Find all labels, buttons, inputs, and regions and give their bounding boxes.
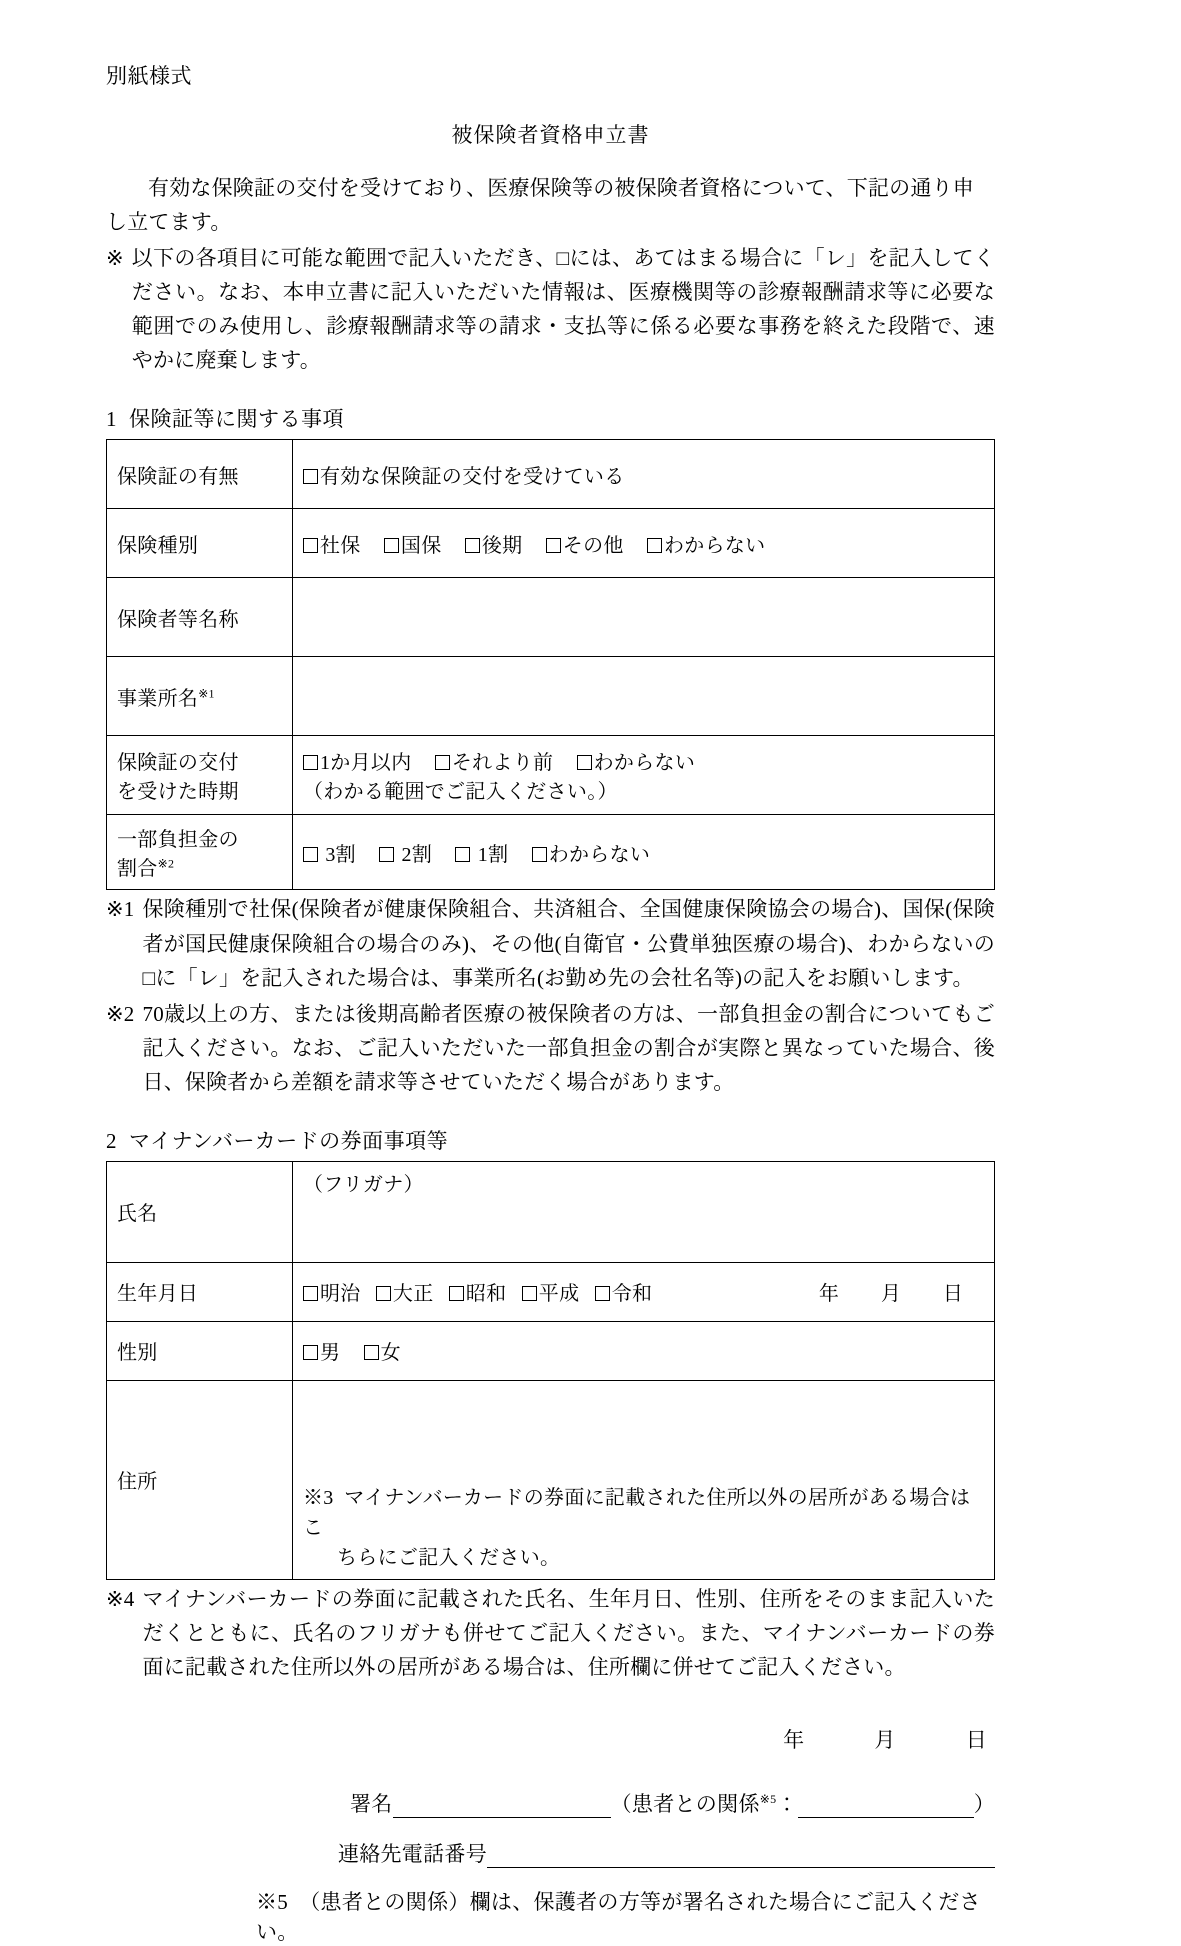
- footnote-2: [106, 997, 995, 1099]
- table-row: [107, 1262, 995, 1321]
- option-label: 女: [380, 1342, 401, 1365]
- checkbox-option-unknown[interactable]: [577, 746, 696, 775]
- checkbox-option-30-percent[interactable]: [303, 838, 356, 867]
- checkbox-icon[interactable]: [546, 538, 561, 553]
- checkbox-icon[interactable]: [522, 1286, 537, 1301]
- checkbox-icon[interactable]: [303, 847, 318, 862]
- month-unit: 月: [880, 1283, 902, 1306]
- checkbox-option-earlier[interactable]: [435, 746, 554, 775]
- footnote-5: [106, 1886, 995, 1946]
- address-note-line1: マイナンバーカードの券面に記載された住所以外の居所がある場合はこ: [303, 1486, 971, 1539]
- row-label-gender: 性別: [107, 1321, 293, 1380]
- row-label-insurance-type: 保険種別: [107, 509, 293, 578]
- option-label: わからない: [593, 752, 696, 775]
- section1-table: [106, 439, 995, 890]
- checkbox-option-20-percent[interactable]: [379, 838, 432, 867]
- label-text: 事業所名: [117, 687, 199, 710]
- table-row: [107, 736, 995, 815]
- section2-table: [106, 1161, 995, 1580]
- footnote-4-text: マイナンバーカードの券面に記載された氏名、生年月日、性別、住所をそのまま記入いただくとともに、氏名のフリガナも併せてご記入ください。また、マイナンバーカードの券面に記載された住所以外の居所がある場合は、住所欄に併せてご記入ください。: [142, 1586, 995, 1679]
- footnote-4: [106, 1582, 995, 1684]
- section1-number: 1: [106, 407, 117, 432]
- label-line1: 保険証の交付: [117, 752, 239, 775]
- lead-paragraph: 有効な保険証の交付を受けており、医療保険等の被保険者資格について、下記の通り申し立てます。: [106, 176, 974, 235]
- lead-note-text: 以下の各項目に可能な範囲で記入いただき、□には、あてはまる場合に「レ」を記入してください。なお、本申立書に記入いただいた情報は、医療機関等の診療報酬請求等に必要な範囲でのみ使用し、診療報酬請求等の請求・支払等に係る必要な事務を終えた段階で、速やかに廃棄します。: [131, 246, 995, 373]
- input-name[interactable]: [303, 1197, 984, 1241]
- input-insurer-name[interactable]: [293, 578, 995, 657]
- checkbox-icon[interactable]: [303, 755, 318, 770]
- footnote-4-marker: ※4: [106, 1586, 135, 1611]
- checkbox-option-unknown[interactable]: [647, 529, 766, 558]
- table-row: [107, 578, 995, 657]
- row-label-birthdate: 生年月日: [107, 1262, 293, 1321]
- year-unit: 年: [818, 1283, 840, 1306]
- checkbox-option-card-presence[interactable]: [303, 460, 625, 489]
- checkbox-option-kokuho[interactable]: [384, 529, 442, 558]
- footnote-2-text: 70歳以上の方、または後期高齢者医療の被保険者の方は、一部負担金の割合についてもご記入ください。なお、ご記入いただいた一部負担金の割合が実際と異なっていた場合、後日、保険者から差額を請求等させていただく場合があります。: [142, 1001, 995, 1094]
- phone-row: [106, 1838, 995, 1868]
- day-unit: 日: [942, 1283, 964, 1306]
- label-line2: 割合: [117, 858, 158, 881]
- section1-title: 保険証等に関する事項: [129, 407, 344, 432]
- input-address[interactable]: [303, 1387, 984, 1483]
- phone-input[interactable]: [487, 1845, 995, 1868]
- date-month-unit: 月: [874, 1727, 896, 1752]
- checkbox-icon[interactable]: [455, 847, 470, 862]
- row-label-issue-period: [107, 736, 293, 815]
- checkbox-icon[interactable]: [376, 1286, 391, 1301]
- option-label: 1割: [477, 843, 509, 866]
- checkbox-icon[interactable]: [303, 1286, 318, 1301]
- row-label-office-name: [107, 657, 293, 736]
- date-day-unit: 日: [965, 1727, 987, 1752]
- option-label: 令和: [611, 1283, 653, 1306]
- checkbox-icon[interactable]: [532, 847, 547, 862]
- lead-note: [106, 241, 995, 377]
- footnote-1-text: 保険種別で社保(保険者が健康保険組合、共済組合、全国健康保険協会の場合)、国保(保険者が国民健康保険組合の場合のみ)、その他(自衛官・公費単独医療の場合)、わからないの□に「レ」を記入された場合は、事業所名(お勤め先の会社名等)の記入をお願いします。: [142, 897, 995, 990]
- issue-period-hint: （わかる範囲でご記入ください。）: [303, 781, 618, 804]
- checkbox-option-reiwa[interactable]: [595, 1277, 653, 1306]
- lead-note-marker: ※: [106, 246, 124, 271]
- relation-label: （患者との関係: [610, 1791, 760, 1816]
- footnote-1: [106, 892, 995, 994]
- section2-footnotes: [106, 1582, 995, 1684]
- birthdate-units: [798, 1277, 984, 1306]
- row-label-name: 氏名: [107, 1161, 293, 1262]
- checkbox-icon[interactable]: [303, 538, 318, 553]
- option-label: 男: [320, 1342, 341, 1365]
- row-label-address: 住所: [107, 1380, 293, 1579]
- checkbox-icon[interactable]: [577, 755, 592, 770]
- label-line2: を受けた時期: [117, 781, 239, 804]
- checkbox-icon[interactable]: [647, 538, 662, 553]
- signature-input[interactable]: [393, 1795, 611, 1818]
- checkbox-option-kouki[interactable]: [465, 529, 523, 558]
- label-line1: 一部負担金の: [117, 829, 239, 852]
- section2-number: 2: [106, 1128, 117, 1153]
- table-row: [107, 1380, 995, 1579]
- relation-input[interactable]: [798, 1795, 974, 1818]
- address-note: [303, 1483, 984, 1573]
- section1-heading: [106, 403, 995, 433]
- option-label: 社保: [320, 534, 361, 557]
- checkbox-icon[interactable]: [364, 1345, 379, 1360]
- footnote-2-marker: ※2: [106, 1001, 135, 1026]
- option-label: わからない: [548, 843, 651, 866]
- row-value-copayment-rate: [293, 815, 995, 890]
- option-label: 国保: [400, 534, 442, 557]
- furigana-label: （フリガナ）: [303, 1173, 424, 1196]
- checkbox-icon[interactable]: [595, 1286, 610, 1301]
- option-label: 昭和: [465, 1283, 507, 1306]
- checkbox-option-within-1-month[interactable]: [303, 746, 412, 775]
- checkbox-icon[interactable]: [384, 538, 399, 553]
- checkbox-icon[interactable]: [303, 469, 318, 484]
- relation-close-paren: ）: [973, 1791, 995, 1816]
- phone-label: 連絡先電話番号: [337, 1841, 487, 1866]
- option-label: 有効な保険証の交付を受けている: [320, 465, 625, 488]
- row-value-address[interactable]: [293, 1380, 995, 1579]
- option-label: 後期: [481, 534, 523, 557]
- date-year-unit: 年: [783, 1727, 805, 1752]
- checkbox-option-unknown[interactable]: [532, 838, 651, 867]
- option-label: 明治: [320, 1283, 361, 1306]
- table-row: [107, 440, 995, 509]
- row-value-issue-period: [293, 736, 995, 815]
- footnote-ref-2: ※2: [157, 856, 175, 871]
- row-label-insurance-card-presence: 保険証の有無: [107, 440, 293, 509]
- footnote-ref-1: ※1: [198, 686, 215, 701]
- signature-label: 署名: [350, 1791, 393, 1816]
- checkbox-icon[interactable]: [435, 755, 450, 770]
- section2-title: マイナンバーカードの券面事項等: [129, 1128, 449, 1153]
- document-title: 被保険者資格申立書: [451, 123, 650, 148]
- row-value-insurance-card-presence: [293, 440, 995, 509]
- checkbox-option-female[interactable]: [364, 1336, 401, 1365]
- address-note-marker: ※3: [303, 1486, 334, 1509]
- checkbox-option-showa[interactable]: [449, 1277, 507, 1306]
- row-label-copayment-rate: [107, 815, 293, 890]
- table-row: [107, 815, 995, 890]
- footnote-5-text: （患者との関係）欄は、保護者の方等が署名された場合にご記入ください。: [256, 1889, 981, 1944]
- table-row: [107, 1321, 995, 1380]
- option-label: 平成: [538, 1283, 580, 1306]
- checkbox-option-taisho[interactable]: [376, 1277, 434, 1306]
- form-label: 別紙様式: [106, 64, 192, 88]
- checkbox-option-other[interactable]: [546, 529, 624, 558]
- row-label-insurer-name: 保険者等名称: [107, 578, 293, 657]
- option-label: 大正: [392, 1283, 434, 1306]
- checkbox-option-10-percent[interactable]: [455, 838, 508, 867]
- address-note-line2: ちらにご記入ください。: [337, 1546, 561, 1569]
- checkbox-icon[interactable]: [465, 538, 480, 553]
- signature-dateline: [106, 1724, 995, 1754]
- issue-period-options: [303, 746, 984, 775]
- input-office-name[interactable]: [293, 657, 995, 736]
- checkbox-icon[interactable]: [303, 1345, 318, 1360]
- row-value-name[interactable]: [293, 1161, 995, 1262]
- checkbox-icon[interactable]: [379, 847, 394, 862]
- relation-open-paren: [611, 1788, 798, 1818]
- footnote-5-marker: ※5: [256, 1889, 289, 1914]
- option-label: 1か月以内: [320, 752, 412, 775]
- signature-row: [106, 1788, 995, 1818]
- table-row: [107, 1161, 995, 1262]
- table-row: [107, 657, 995, 736]
- section1-footnotes: [106, 892, 995, 1098]
- table-row: [107, 509, 995, 578]
- option-label: それより前: [451, 752, 554, 775]
- option-label: 3割: [325, 843, 356, 866]
- checkbox-option-shaho[interactable]: [303, 529, 361, 558]
- row-value-gender: [293, 1321, 995, 1380]
- checkbox-option-male[interactable]: [303, 1336, 340, 1365]
- checkbox-option-heisei[interactable]: [522, 1277, 580, 1306]
- checkbox-icon[interactable]: [449, 1286, 464, 1301]
- option-label: 2割: [401, 843, 433, 866]
- footnote-ref-5: ※5: [759, 1791, 777, 1806]
- option-label: その他: [562, 534, 624, 557]
- row-value-insurance-type: [293, 509, 995, 578]
- checkbox-option-meiji[interactable]: [303, 1277, 361, 1306]
- row-value-birthdate: [293, 1262, 995, 1321]
- relation-colon: ：: [776, 1791, 798, 1816]
- option-label: わからない: [663, 534, 766, 557]
- footnote-1-marker: ※1: [106, 897, 135, 922]
- section2-heading: [106, 1125, 995, 1155]
